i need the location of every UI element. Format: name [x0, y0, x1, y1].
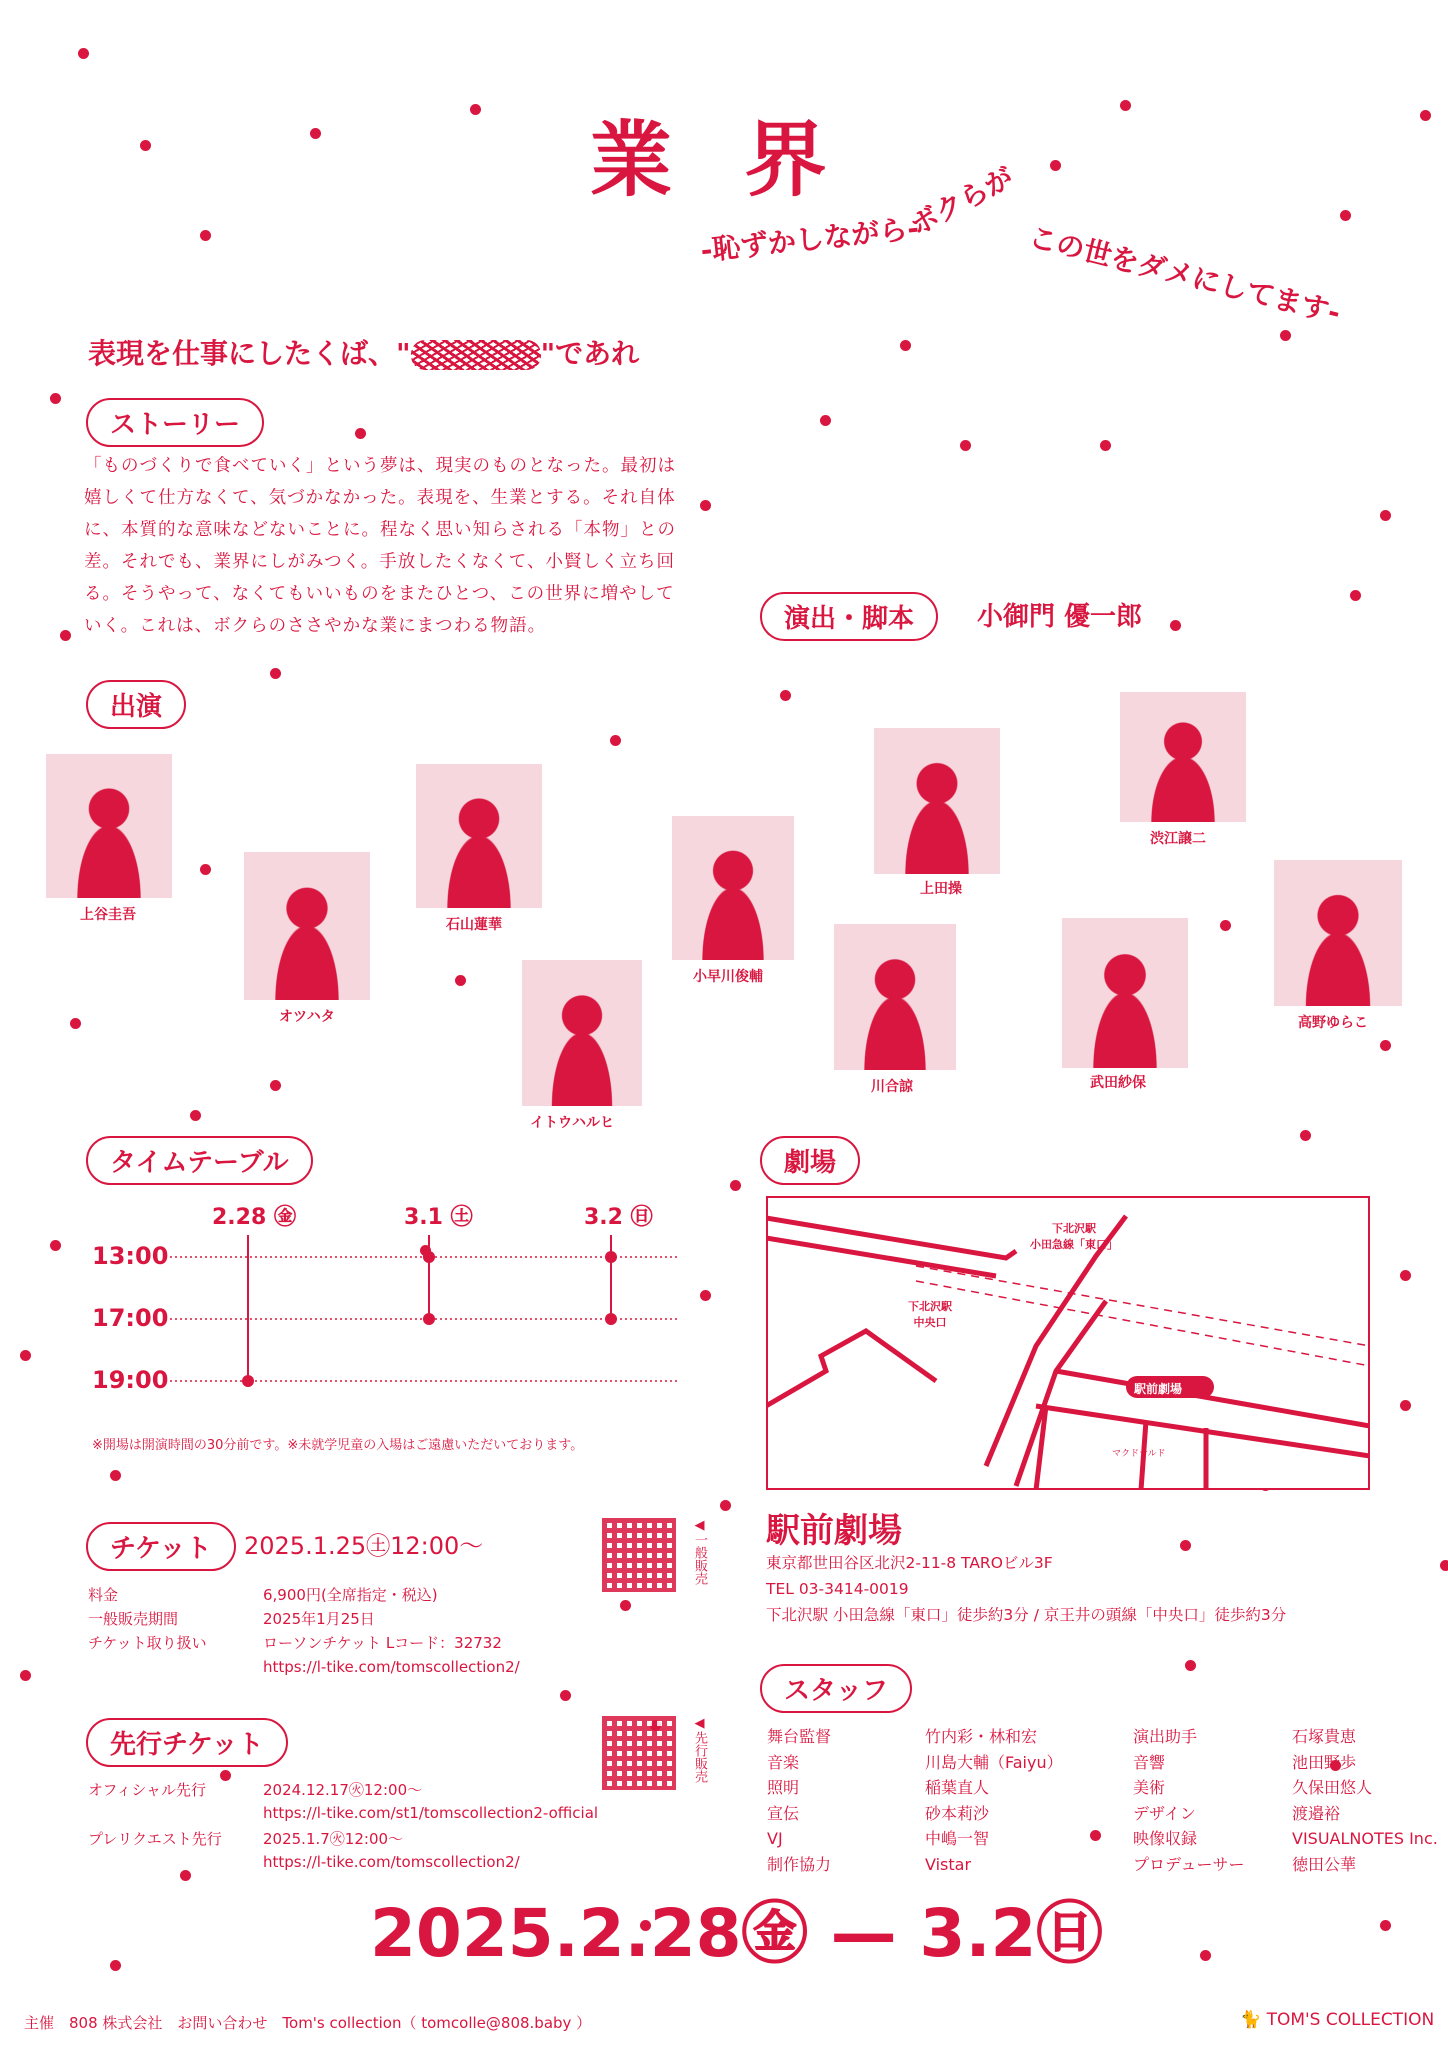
page-title: 業 界: [590, 113, 849, 208]
map-label-mcdonalds: マクドナルド: [1112, 1449, 1166, 1459]
qr-code[interactable]: [602, 1716, 676, 1790]
decorative-dot: [730, 1180, 741, 1191]
story-text: 「ものづくりで食べていく」という夢は、現実のものとなった。最初は嬉しくて仕方なくて、気づかなかった。表現を、生業とする。それ自体に、本質的な意味などないことに。程なく思い知らされる「本物」との差。それでも、業界にしがみつく。手放したくなくて、小賢しく立ち回る。そうやって、なくてもいいものをまたひとつ、この世界に増やしていく。これは、ボクらのささやかな業にまつわる物語。: [84, 456, 676, 636]
ticket-row-label: 一般販売期間: [88, 1610, 179, 1628]
cast-name: 上谷圭吾: [80, 907, 136, 923]
footer-text: 主催 808 株式会社 お問い合わせ Tom's collection（ tomcolle@808.baby ）: [24, 2014, 592, 2032]
decorative-dot: [355, 428, 366, 439]
decorative-dot: [1170, 620, 1181, 631]
cast-name: オツハタ: [279, 1009, 335, 1025]
decorative-dot: [720, 1500, 731, 1511]
decorative-dot: [780, 690, 791, 701]
cast-name: 渋江譲二: [1150, 831, 1206, 847]
staff-role: VJ: [767, 1829, 783, 1848]
performance-dot: [423, 1313, 435, 1325]
presale-row-label: オフィシャル先行: [88, 1781, 207, 1799]
cast-photo: [834, 924, 956, 1070]
staff-role: 制作協力: [767, 1854, 832, 1874]
decorative-dot: [78, 48, 89, 59]
timetable-heading: タイムテーブル: [86, 1136, 313, 1185]
decorative-dot: [110, 1470, 121, 1481]
staff-role: デザイン: [1133, 1803, 1196, 1823]
performance-dot: [605, 1251, 617, 1263]
theater-info: [766, 1550, 1286, 1628]
ticket-row-label: チケット取り扱い: [88, 1634, 207, 1652]
staff-name: 徳田公華: [1292, 1854, 1357, 1874]
cast-heading: 出演: [86, 680, 186, 729]
qr-code[interactable]: [602, 1518, 676, 1592]
tt-time: 17:00: [92, 1304, 169, 1332]
decorative-dot: [1050, 160, 1061, 171]
decorative-dot: [1350, 590, 1361, 601]
presale-heading: 先行チケット: [86, 1718, 288, 1767]
cast-name: 上田操: [920, 881, 962, 897]
qr-label-presale: ◀先行販売: [692, 1716, 707, 1783]
decorative-dot: [1380, 1040, 1391, 1051]
staff-right-roles: [1133, 1724, 1245, 1877]
staff-name: VISUALNOTES Inc.: [1292, 1829, 1438, 1848]
decorative-dot: [1185, 1660, 1196, 1671]
performance-dot: [423, 1251, 435, 1263]
staff-role: 映像収録: [1133, 1829, 1198, 1848]
staff-name: 竹内彩・林和宏: [925, 1727, 1038, 1746]
map-label-theater: 駅前劇場: [1134, 1382, 1183, 1396]
performance-period: 2025.2.28㊎ — 3.2㊐: [370, 1895, 1103, 1972]
ticket-row-value: 6,900円(全席指定・税込): [263, 1586, 438, 1604]
director-name: 小御門 優一郎: [977, 602, 1143, 632]
staff-name: 石塚貴恵: [1292, 1727, 1357, 1746]
decorative-dot: [200, 230, 211, 241]
decorative-dot: [455, 975, 466, 986]
presale-url[interactable]: https://l-tike.com/st1/tomscollection2-official: [263, 1804, 599, 1822]
cast-photo: [46, 754, 172, 898]
tt-time: 13:00: [92, 1242, 169, 1270]
cat-icon: 🐈: [1240, 2010, 1262, 2030]
qr-label-general: ◀一般販売: [692, 1518, 707, 1585]
decorative-dot: [560, 1690, 571, 1701]
decorative-dot: [1420, 110, 1431, 121]
map-label-central-exit: 下北沢駅 中央口: [908, 1300, 952, 1329]
footer-logo: [1240, 2010, 1434, 2030]
performance-dot: [242, 1375, 254, 1387]
tagline: [88, 332, 639, 372]
tt-time: 19:00: [92, 1366, 169, 1394]
director-label: 演出・脚本: [760, 592, 938, 641]
presale-row-value: 2025.1.7㊋12:00〜: [263, 1830, 404, 1848]
decorative-dot: [610, 735, 621, 746]
decorative-dot: [70, 1018, 81, 1029]
decorative-dot: [1220, 920, 1231, 931]
decorative-dot: [700, 1290, 711, 1301]
decorative-dot: [700, 500, 711, 511]
cast-photo: [672, 816, 794, 960]
decorative-dot: [200, 864, 211, 875]
decorative-dot: [1440, 1560, 1448, 1571]
staff-role: 舞台監督: [767, 1727, 832, 1746]
ticket-heading: チケット: [86, 1522, 236, 1571]
tagline-before: 表現を仕事にしたくば、": [88, 337, 411, 370]
cast-photo: [874, 728, 1000, 874]
staff-role: プロデューサー: [1133, 1854, 1245, 1874]
staff-role: 音楽: [767, 1752, 800, 1772]
decorative-dot: [50, 1240, 61, 1251]
staff-role: 照明: [767, 1778, 800, 1797]
decorative-dot: [270, 668, 281, 679]
staff-name: 中嶋一智: [925, 1829, 990, 1848]
subtitle-left: -恥ずかしながら-: [699, 211, 921, 268]
ticket-row-value: 2025年1月25日: [263, 1610, 375, 1628]
staff-name: 川島大輔（Faiyu）: [925, 1752, 1063, 1772]
theater-access: 下北沢駅 小田急線「東口」徒歩約3分 / 京王井の頭線「中央口」徒歩約3分: [766, 1606, 1287, 1624]
staff-name: 砂本莉沙: [925, 1803, 990, 1823]
decorative-dot: [900, 340, 911, 351]
decorative-dot: [220, 1770, 231, 1781]
decorative-dot: [1200, 1950, 1211, 1961]
cast-photo: [1120, 692, 1246, 822]
ticket-row-label: 料金: [88, 1586, 119, 1604]
subtitle-middle: ボクらが: [904, 160, 1019, 243]
decorative-dot: [1280, 330, 1291, 341]
decorative-dot: [1100, 440, 1111, 451]
cast-name: 川合諒: [871, 1079, 913, 1095]
theater-name: 駅前劇場: [766, 1511, 902, 1551]
presale-url[interactable]: https://l-tike.com/tomscollection2/: [263, 1853, 520, 1871]
ticket-row-value: ローソンチケット Lコード：32732: [263, 1634, 502, 1652]
ticket-date: 2025.1.25㊏12:00〜: [244, 1532, 484, 1560]
cast-name: 石山蓮華: [446, 917, 502, 933]
staff-name: Vistar: [925, 1854, 972, 1874]
decorative-dot: [1400, 1270, 1411, 1281]
staff-left-roles: [767, 1724, 831, 1877]
timetable-grid: [170, 1230, 680, 1390]
theater-address: 東京都世田谷区北沢2-11-8 TAROビル3F: [766, 1554, 1053, 1572]
staff-name: 稲葉直人: [925, 1778, 990, 1797]
subtitle-right: この世をダメにしてます-: [1025, 220, 1344, 330]
staff-name: 久保田悠人: [1292, 1778, 1373, 1797]
decorative-dot: [20, 1350, 31, 1361]
cast-photo: [522, 960, 642, 1106]
cast-name: 小早川俊輔: [693, 969, 763, 985]
staff-left-names: [925, 1724, 1063, 1877]
cast-photo: [1062, 918, 1188, 1068]
decorative-dot: [140, 140, 151, 151]
decorative-dot: [60, 630, 71, 641]
decorative-dot: [1380, 1920, 1391, 1931]
decorative-dot: [1380, 510, 1391, 521]
decorative-dot: [310, 128, 321, 139]
cast-photo: [416, 764, 542, 908]
timetable-note: ※開場は開演時間の30分前です。※未就学児童の入場はご遠慮いただいております。: [92, 1438, 584, 1453]
decorative-dot: [820, 415, 831, 426]
cast-name: 高野ゆらこ: [1298, 1015, 1368, 1031]
presale-row-label: プレリクエスト先行: [88, 1830, 222, 1848]
ticket-url[interactable]: https://l-tike.com/tomscollection2/: [263, 1658, 520, 1676]
staff-role: 美術: [1133, 1778, 1166, 1797]
story-heading: ストーリー: [86, 398, 264, 447]
footer-logo-text: TOM'S COLLECTION: [1266, 2010, 1435, 2030]
staff-role: 音響: [1133, 1752, 1166, 1772]
decorative-dot: [1090, 1830, 1101, 1841]
decorative-dot: [960, 440, 971, 451]
decorative-dot: [1340, 210, 1351, 221]
tagline-after: "であれ: [540, 337, 640, 370]
decorative-dot: [1120, 100, 1131, 111]
decorative-dot: [1400, 1400, 1411, 1411]
cast-photo: [244, 852, 370, 1000]
decorative-dot: [180, 1870, 191, 1881]
presale-row-value: 2024.12.17㊋12:00〜: [263, 1781, 423, 1799]
decorative-dot: [50, 393, 61, 404]
staff-name: 渡邉裕: [1292, 1803, 1341, 1823]
staff-role: 演出助手: [1133, 1727, 1198, 1746]
staff-heading: スタッフ: [760, 1664, 912, 1713]
decorative-dot: [190, 1110, 201, 1121]
decorative-dot: [110, 1960, 121, 1971]
map-label-east-exit: 下北沢駅 小田急線「東口」: [1030, 1222, 1118, 1251]
decorative-dot: [20, 1670, 31, 1681]
cast-photo: [1274, 860, 1402, 1006]
decorative-dot: [620, 1600, 631, 1611]
decorative-dot: [1300, 1130, 1311, 1141]
tt-date: 3.2 ㊐: [584, 1205, 653, 1230]
cast-name: 武田紗保: [1090, 1075, 1146, 1091]
tt-date: 3.1 ㊏: [404, 1205, 473, 1230]
scribble-mark: [411, 340, 541, 370]
staff-name: 池田野歩: [1292, 1752, 1357, 1772]
decorative-dot: [270, 1080, 281, 1091]
tt-date: 2.28 ㊎: [212, 1205, 296, 1230]
cast-name: イトウハルヒ: [530, 1115, 614, 1131]
decorative-dot: [470, 104, 481, 115]
staff-right-names: [1292, 1724, 1438, 1877]
theater-heading: 劇場: [760, 1136, 860, 1185]
staff-role: 宣伝: [767, 1803, 800, 1823]
performance-dot: [605, 1313, 617, 1325]
theater-tel: TEL 03-3414-0019: [766, 1580, 909, 1598]
